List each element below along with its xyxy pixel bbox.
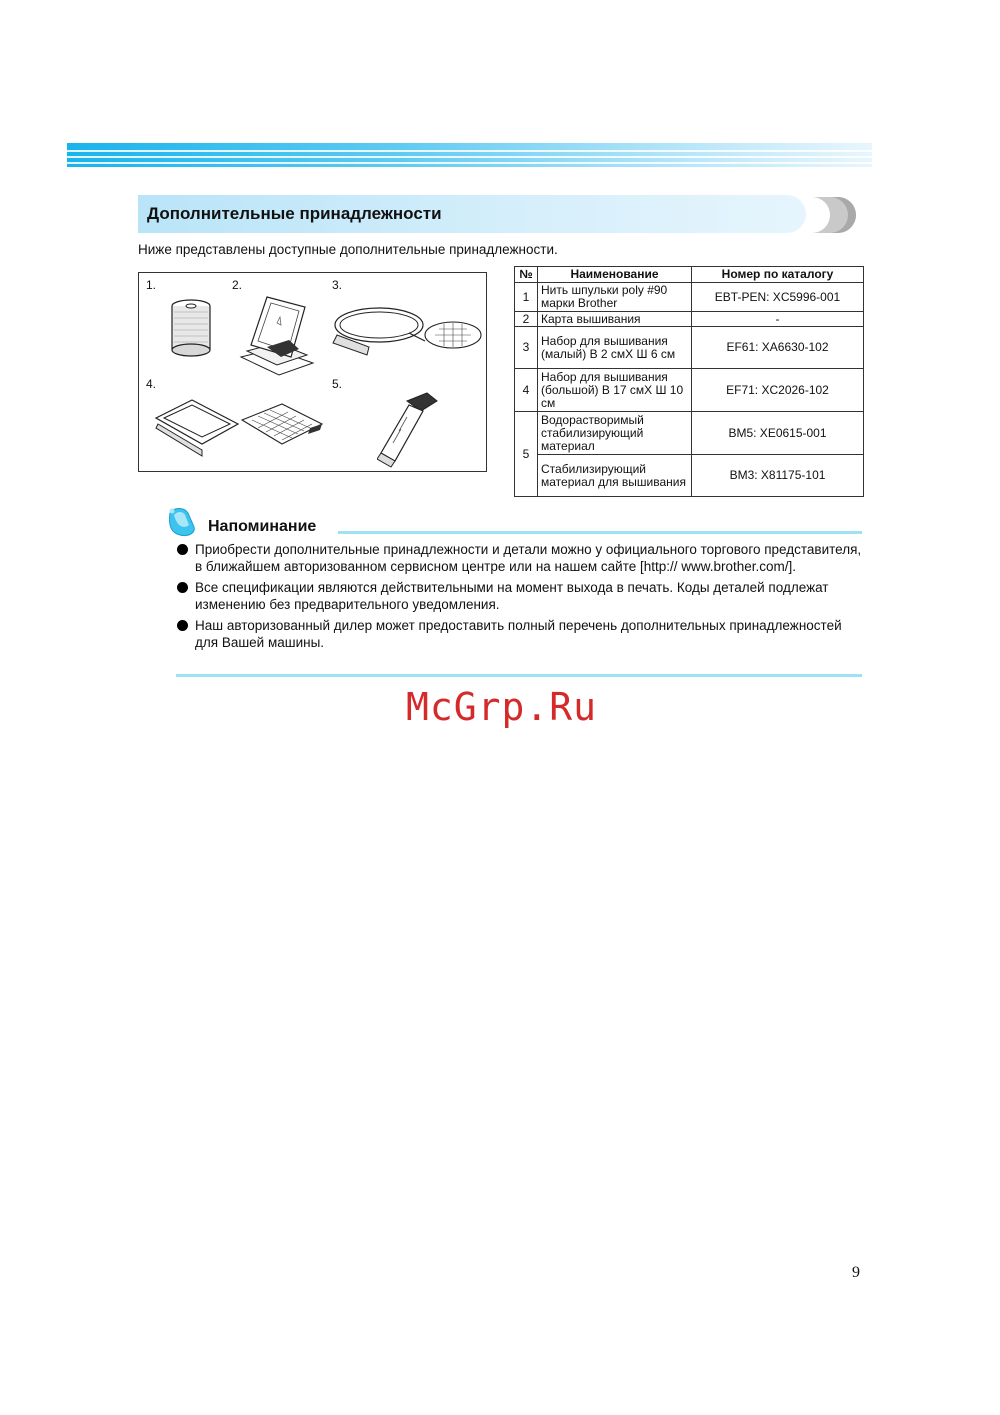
intro-text: Ниже представлены доступные дополнительные принадлежности.	[138, 242, 558, 257]
reminder-bottom-divider	[176, 674, 862, 677]
embroidery-card-icon	[237, 293, 317, 377]
bullet-icon	[177, 620, 188, 631]
table-row	[515, 369, 864, 412]
figure-label-4: 4.	[146, 377, 157, 391]
small-hoop-icon	[331, 303, 483, 359]
table-row	[515, 412, 864, 455]
row-catalog-code: BM3: X81175-101	[692, 455, 864, 497]
row-name: Карта вышивания	[538, 312, 692, 327]
figure-label-5: 5.	[332, 377, 343, 391]
accessories-table	[514, 266, 864, 497]
list-item-text: Приобрести дополнительные принадлежности и детали можно у официального торгового представителя, в ближайшем авторизованном сервисном центре или на нашем сайте [http:// www.brother.com/].	[195, 542, 862, 574]
list-item	[176, 579, 866, 613]
reminder-icon	[164, 505, 204, 539]
row-name: Стабилизирующий материал для вышивания	[538, 455, 692, 497]
header-banner	[67, 143, 872, 167]
large-hoop-icon	[154, 398, 324, 458]
table-row	[515, 327, 864, 369]
row-number: 5	[515, 412, 538, 497]
watermark-text: McGrp.Ru	[406, 685, 598, 729]
table-row	[515, 283, 864, 312]
row-catalog-code: -	[692, 312, 864, 327]
bullet-icon	[177, 582, 188, 593]
thread-spool-icon	[169, 298, 213, 360]
section-title: Дополнительные принадлежности	[147, 204, 442, 223]
row-number: 1	[515, 283, 538, 312]
reminder-top-divider	[338, 531, 862, 534]
col-header-name: Наименование	[538, 267, 692, 283]
col-header-number: №	[515, 267, 538, 283]
row-catalog-code: EF61: XA6630-102	[692, 327, 864, 369]
figure-label-3: 3.	[332, 278, 343, 292]
row-name: Набор для вышивания (малый) В 2 смХ Ш 6 см	[538, 327, 692, 369]
reminder-list	[176, 541, 866, 655]
col-header-catalog: Номер по каталогу	[692, 267, 864, 283]
row-number: 4	[515, 369, 538, 412]
row-name: Водорастворимый стабилизирующий материал	[538, 412, 692, 455]
row-name: Нить шпульки poly #90 марки Brother	[538, 283, 692, 312]
row-catalog-code: BM5: XE0615-001	[692, 412, 864, 455]
reminder-title: Напоминание	[208, 518, 317, 535]
accessories-figure	[138, 272, 487, 472]
list-item	[176, 617, 866, 651]
list-item-text: Наш авторизованный дилер может предоставить полный перечень дополнительных принадлежностей для Вашей машины.	[195, 618, 842, 650]
list-item-text: Все спецификации являются действительными на момент выхода в печать. Коды деталей подлежат изменению без предварительного уведомления.	[195, 580, 829, 612]
bullet-icon	[177, 544, 188, 555]
row-number: 2	[515, 312, 538, 327]
row-name: Набор для вышивания (большой) В 17 смХ Ш 10 см	[538, 369, 692, 412]
figure-label-2: 2.	[232, 278, 243, 292]
figure-label-1: 1.	[146, 278, 157, 292]
section-title-bar	[138, 195, 806, 233]
row-catalog-code: EF71: XC2026-102	[692, 369, 864, 412]
stabilizer-tube-icon	[377, 391, 441, 471]
chapter-tab-icon	[808, 196, 858, 234]
table-header-row	[515, 267, 864, 283]
table-row	[515, 312, 864, 327]
page-number: 9	[852, 1264, 860, 1281]
list-item	[176, 541, 866, 575]
row-catalog-code: EBT-PEN: XC5996-001	[692, 283, 864, 312]
table-row	[515, 455, 864, 497]
row-number: 3	[515, 327, 538, 369]
